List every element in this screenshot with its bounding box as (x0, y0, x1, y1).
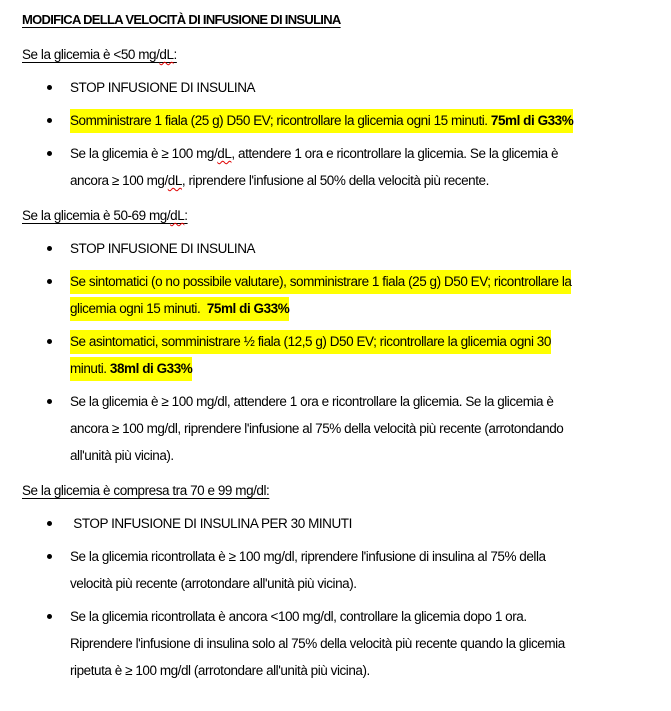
text-line (70, 74, 663, 101)
list-item (22, 140, 663, 194)
text-segment: dL (170, 208, 185, 223)
bullet-icon (47, 399, 52, 404)
bullet-icon (47, 614, 52, 619)
text-line (70, 510, 663, 537)
text-segment: dL (217, 146, 232, 161)
list-item (22, 388, 663, 469)
text-segment: STOP INFUSIONE DI INSULINA (70, 241, 256, 256)
text-segment: glicemia ogni 15 minuti. (70, 297, 207, 321)
bullet-icon (47, 521, 52, 526)
text-segment: : (184, 208, 188, 223)
section-heading-2 (22, 202, 663, 229)
bullet-icon (47, 339, 52, 344)
text-segment: dL (167, 173, 182, 188)
text-line (70, 235, 663, 262)
text-segment: Se sintomatici (o no possibile valutare), somministrare 1 fiala (25 g) D50 EV; ricontrollare la (70, 270, 571, 294)
text-segment: Se la glicemia ricontrollata è ancora <100 mg/dl, controllare la glicemia dopo 1 ora. (70, 609, 527, 624)
text-segment: Se la glicemia è ≥ 100 mg/dl, attendere 1 ora e ricontrollare la glicemia. Se la glicemia è (70, 394, 554, 409)
text-segment: ancora ≥ 100 mg/ (70, 173, 168, 188)
bullet-icon (47, 118, 52, 123)
document-title: MODIFICA DELLA VELOCITÀ DI INFUSIONE DI INSULINA (22, 12, 341, 27)
bullet-icon (47, 554, 52, 559)
text-segment: , riprendere l'infusione al 50% della velocità più recente. (181, 173, 489, 188)
text-line (70, 543, 663, 570)
text-segment: 38ml di G33% (110, 357, 192, 381)
text-line (70, 657, 663, 684)
text-line (70, 442, 663, 469)
text-segment: Se la glicemia è ≥ 100 mg/ (70, 146, 218, 161)
bullet-icon (47, 151, 52, 156)
text-line (70, 388, 663, 415)
text-line (70, 295, 663, 322)
text-segment: velocità più recente (arrotondare all'unità più vicina). (70, 576, 357, 591)
text-segment: Se asintomatici, somministrare ½ fiala (12,5 g) D50 EV; ricontrollare la glicemia ogni 30 (70, 330, 551, 354)
text-segment: Se la glicemia è compresa tra 70 e 99 mg/dl: (22, 483, 270, 498)
section-heading-1 (22, 41, 663, 68)
document-body (22, 41, 663, 684)
text-segment: Somministrare 1 fiala (25 g) D50 EV; ricontrollare la glicemia ogni 15 minuti. (70, 109, 491, 133)
text-segment: STOP INFUSIONE DI INSULINA (70, 80, 256, 95)
section-heading-3 (22, 477, 663, 504)
text-segment: 75ml di G33% (491, 109, 573, 133)
list-item (22, 268, 663, 322)
text-segment: Se la glicemia ricontrollata è ≥ 100 mg/dl, riprendere l'infusione di insulina al 75% della (70, 549, 546, 564)
text-segment: Se la glicemia è <50 mg/ (22, 47, 160, 62)
list-item (22, 510, 663, 537)
text-segment: dL (159, 47, 174, 62)
text-line (70, 140, 663, 167)
text-segment: : (173, 47, 177, 62)
text-segment: Riprendere l'infusione di insulina solo al 75% della velocità più recente quando la glicemia (70, 636, 565, 651)
list-item (22, 235, 663, 262)
list-item (22, 543, 663, 597)
text-line (70, 268, 663, 295)
text-line (70, 107, 663, 134)
text-line (70, 603, 663, 630)
text-segment: , attendere 1 ora e ricontrollare la glicemia. Se la glicemia è (231, 146, 559, 161)
text-segment: all'unità più vicina). (70, 448, 174, 463)
list-item (22, 328, 663, 382)
bullet-icon (47, 246, 52, 251)
text-segment: Se la glicemia è 50-69 mg/ (22, 208, 171, 223)
text-line (70, 167, 663, 194)
text-segment: 75ml di G33% (207, 297, 289, 321)
list-item (22, 603, 663, 684)
list-item (22, 74, 663, 101)
text-line (70, 355, 663, 382)
list-item (22, 107, 663, 134)
bullet-icon (47, 85, 52, 90)
text-line (70, 570, 663, 597)
text-line (70, 328, 663, 355)
text-line (70, 415, 663, 442)
text-segment: STOP INFUSIONE DI INSULINA PER 30 MINUTI (70, 516, 352, 531)
text-segment: ancora ≥ 100 mg/dl, riprendere l'infusione al 75% della velocità più recente (arrotondando (70, 421, 564, 436)
text-line (70, 630, 663, 657)
text-segment: ripetuta è ≥ 100 mg/dl (arrotondare all'unità più vicina). (70, 663, 370, 678)
bullet-icon (47, 279, 52, 284)
text-segment: minuti. (70, 357, 110, 381)
